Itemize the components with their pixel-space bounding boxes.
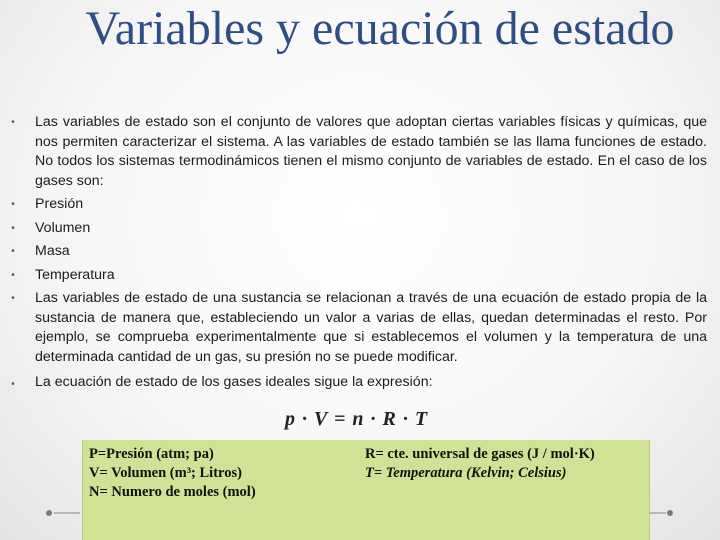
decorative-dot-left bbox=[46, 510, 52, 516]
bullet-item bbox=[0, 113, 720, 191]
bullet-marker: • bbox=[11, 199, 15, 210]
bullet-marker: • bbox=[11, 293, 15, 304]
bullet-text: Masa bbox=[35, 243, 70, 259]
bullet-marker: • bbox=[11, 269, 15, 281]
legend-pressure: P=Presión (atm; pa) bbox=[89, 446, 214, 462]
bullet-list bbox=[0, 113, 720, 393]
bullet-text: Presión bbox=[35, 196, 84, 212]
bullet-text: Temperatura bbox=[35, 266, 115, 283]
legend-gas-constant: R= cte. universal de gases (J / mol·K) bbox=[365, 446, 595, 462]
bullet-marker: • bbox=[11, 246, 15, 257]
bullet-marker: • bbox=[11, 222, 15, 234]
legend-volume: V= Volumen (m³; Litros) bbox=[89, 465, 242, 481]
decorative-line-left bbox=[54, 512, 80, 514]
bullet-text: Las variables de estado de una sustancia se relacionan a través de una ecuación de estado propia de la sustancia de manera que, estableciendo un valor a varias de ellas, quedan determinadas el resto. Por ejemplo, se comprueba experimentalmente que si establecemos el volumen y la temperatura de una determinada cantidad de un gas, su presión no se puede modificar. bbox=[35, 290, 707, 365]
bullet-marker: • bbox=[11, 379, 15, 390]
bullet-text: Volumen bbox=[35, 219, 91, 236]
decorative-dot-right bbox=[667, 510, 673, 516]
bullet-item bbox=[0, 219, 720, 239]
bullet-text: La ecuación de estado de los gases ideales sigue la expresión: bbox=[35, 374, 433, 390]
bullet-marker: • bbox=[11, 117, 15, 128]
legend-right-column bbox=[365, 445, 595, 483]
bullet-item bbox=[0, 289, 720, 367]
legend-left-column bbox=[89, 445, 256, 502]
bullet-item bbox=[0, 242, 720, 262]
bullet-item bbox=[0, 195, 720, 215]
legend-moles: N= Numero de moles (mol) bbox=[89, 484, 256, 500]
ideal-gas-equation: p · V = n · R · T bbox=[285, 408, 429, 430]
bullet-item bbox=[0, 266, 720, 286]
legend-temperature: T= Temperatura (Kelvin; Celsius) bbox=[365, 465, 567, 481]
bullet-text: Las variables de estado son el conjunto de valores que adoptan ciertas variables físicas y químicas, que nos permiten caracterizar el sistema. A las variables de estado también se las llama funciones de estado. No todos los sistemas termodinámicos tienen el mismo conjunto de variables de estado. En el caso de los gases son: bbox=[35, 114, 707, 189]
slide-title: Variables y ecuación de estado bbox=[85, 2, 675, 55]
decorative-line-right bbox=[650, 512, 666, 514]
variables-legend-box bbox=[82, 440, 650, 540]
bullet-item bbox=[0, 373, 720, 393]
